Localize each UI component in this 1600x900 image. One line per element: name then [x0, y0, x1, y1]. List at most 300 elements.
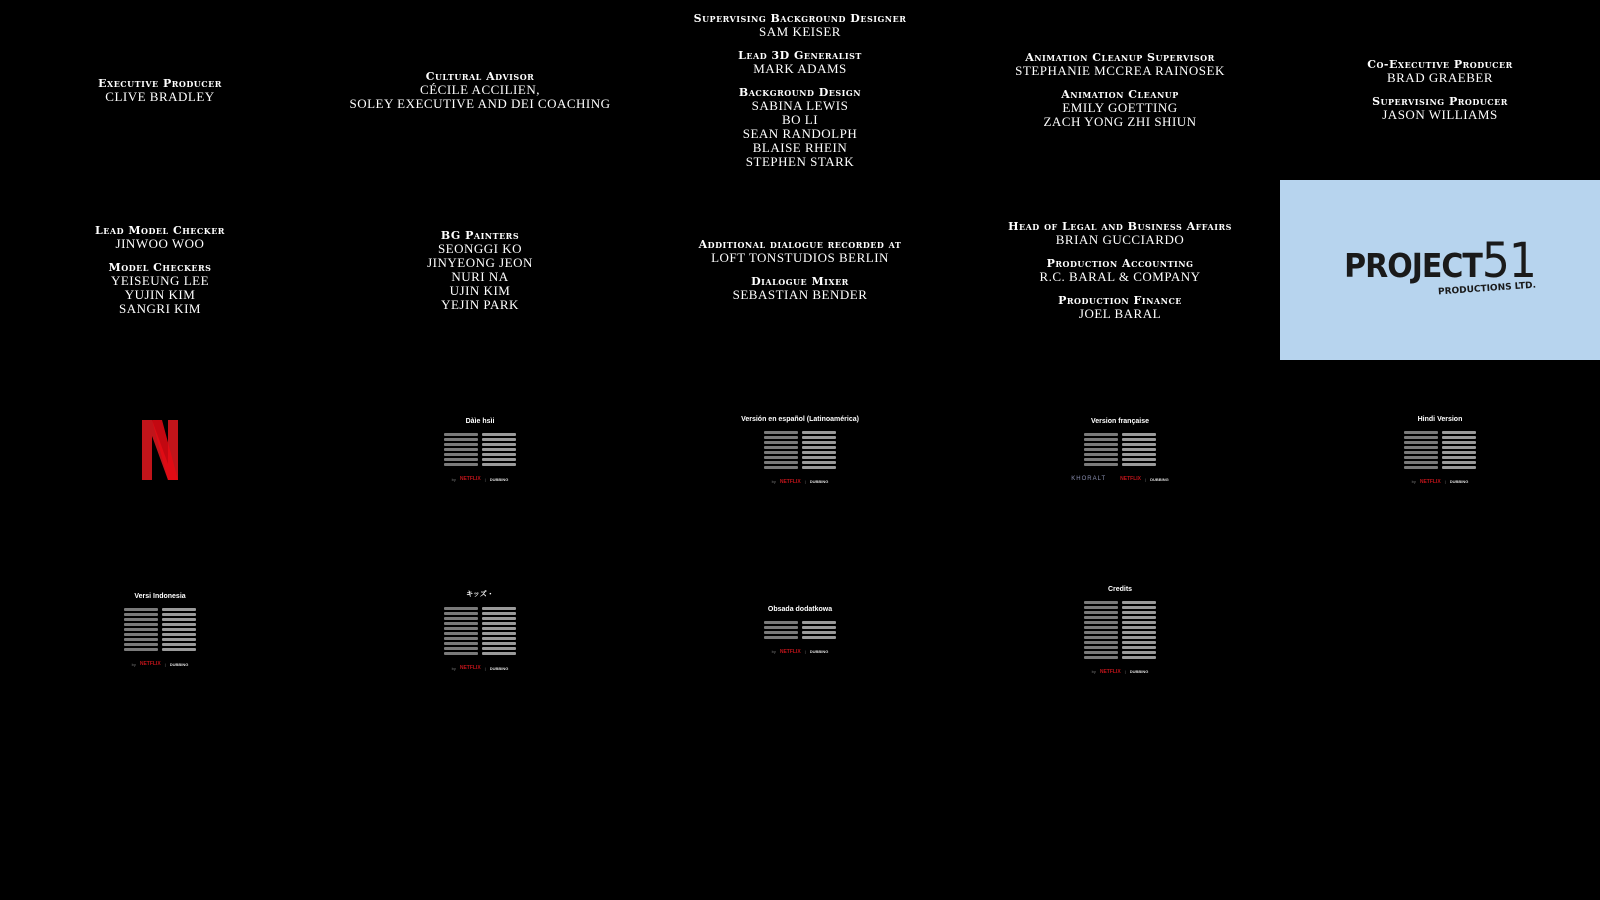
credit-role: Animation Cleanup [1061, 88, 1179, 101]
dubbing-row-role-placeholder [1084, 463, 1118, 466]
credit-role: Lead 3D Generalist [738, 48, 862, 62]
dubbing-card-row [1084, 646, 1156, 649]
dubbing-row-name-placeholder [482, 433, 516, 436]
dubbing-row-role-placeholder [764, 441, 798, 444]
dubbing-row-role-placeholder [444, 622, 478, 625]
dubbing-row-name-placeholder [1442, 446, 1476, 449]
dubbing-row-name-placeholder [1122, 433, 1156, 436]
dubbing-footer-brand: NETFLIX [1099, 668, 1121, 675]
dubbing-card-row [1084, 448, 1156, 451]
dubbing-card-row [444, 443, 516, 446]
dubbing-card-row [1404, 431, 1476, 434]
credit-tile-co-executive-producer [1280, 0, 1600, 180]
dubbing-row-role-placeholder [1084, 453, 1118, 456]
credit-tile-background-design [640, 0, 960, 180]
credit-name: SAM KEISER [759, 23, 841, 39]
dubbing-row-name-placeholder [802, 626, 836, 629]
dubbing-card-row [764, 621, 836, 624]
dubbing-row-name-placeholder [482, 453, 516, 456]
dubbing-row-role-placeholder [764, 451, 798, 454]
dubbing-row-role-placeholder [444, 448, 478, 451]
credit-name: MARK ADAMS [753, 60, 847, 76]
dubbing-row-role-placeholder [444, 617, 478, 620]
dubbing-card-row [124, 643, 196, 646]
project51-logo-number: 51 [1481, 232, 1536, 289]
dubbing-card-row [1404, 461, 1476, 464]
dubbing-row-role-placeholder [1084, 448, 1118, 451]
dubbing-row-name-placeholder [482, 463, 516, 466]
dubbing-row-role-placeholder [764, 621, 798, 624]
dubbing-row-role-placeholder [444, 607, 478, 610]
dubbing-row-name-placeholder [482, 652, 516, 655]
credit-role: Model Checkers [108, 261, 212, 274]
project51-logo-subtitle: PRODUCTIONS LTD. [1437, 280, 1537, 297]
dubbing-card-row [444, 463, 516, 466]
dubbing-card-row [1084, 641, 1156, 644]
dubbing-row-name-placeholder [482, 443, 516, 446]
dubbing-row-name-placeholder [1122, 443, 1156, 446]
dubbing-card-title: Versi Indonesia [134, 593, 186, 600]
dubbing-row-role-placeholder [1084, 601, 1118, 604]
dubbing-row-name-placeholder [1122, 606, 1156, 609]
dubbing-row-role-placeholder [764, 631, 798, 634]
dubbing-row-name-placeholder [162, 633, 196, 636]
dubbing-card-row [444, 612, 516, 615]
dubbing-row-role-placeholder [1084, 656, 1118, 659]
dubbing-row-name-placeholder [482, 438, 516, 441]
dubbing-card-rows [444, 433, 516, 466]
credit-name: UJIN KIM [449, 282, 511, 298]
dubbing-row-role-placeholder [1084, 636, 1118, 639]
dubbing-row-name-placeholder [802, 431, 836, 434]
dubbing-row-role-placeholder [1084, 641, 1118, 644]
dubbing-row-role-placeholder [1404, 461, 1438, 464]
credit-name: YUJIN KIM [124, 287, 196, 302]
dubbing-row-role-placeholder [124, 613, 158, 616]
credit-tile-cultural-advisor [320, 0, 640, 180]
dubbing-row-role-placeholder [1404, 451, 1438, 454]
dubbing-footer-separator: | [804, 649, 806, 654]
dubbing-card-rows [1084, 601, 1156, 659]
dubbing-row-name-placeholder [1122, 651, 1156, 654]
dubbing-row-name-placeholder [802, 456, 836, 459]
dubbing-card [960, 360, 1280, 540]
dubbing-row-name-placeholder [162, 613, 196, 616]
dubbing-card [320, 540, 640, 720]
dubbing-row-name-placeholder [1122, 616, 1156, 619]
dubbing-card-row [444, 632, 516, 635]
credit-name: SEAN RANDOLPH [742, 125, 858, 141]
dubbing-row-role-placeholder [1404, 431, 1438, 434]
dubbing-card-row [124, 633, 196, 636]
dubbing-row-name-placeholder [162, 628, 196, 631]
dubbing-row-role-placeholder [764, 626, 798, 629]
dubbing-row-name-placeholder [482, 647, 516, 650]
credit-name: CÉCILE ACCILIEN, [420, 81, 540, 97]
dubbing-row-name-placeholder [1442, 466, 1476, 469]
credit-name: EMILY GOETTING [1062, 100, 1178, 115]
dubbing-card-row [444, 627, 516, 630]
dubbing-row-name-placeholder [1122, 448, 1156, 451]
dubbing-card-row [444, 433, 516, 436]
dubbing-row-name-placeholder [1442, 451, 1476, 454]
dubbing-card-footer [132, 661, 189, 667]
dubbing-card-row [124, 618, 196, 621]
dubbing-card-title: Versión en español (Latinoamérica) [741, 415, 859, 423]
dubbing-row-role-placeholder [764, 431, 798, 434]
dubbing-row-role-placeholder [1404, 436, 1438, 439]
dubbing-card-row [1084, 463, 1156, 466]
credit-name: SABINA LEWIS [751, 97, 849, 113]
dubbing-card-row [1084, 636, 1156, 639]
credit-role: Lead Model Checker [95, 224, 225, 237]
dubbing-row-role-placeholder [124, 633, 158, 636]
dubbing-footer-brand: NETFLIX [779, 648, 801, 655]
dubbing-row-name-placeholder [802, 631, 836, 634]
dubbing-card-row [444, 453, 516, 456]
dubbing-card-row [444, 637, 516, 640]
credit-group [98, 77, 222, 104]
credit-name: BRIAN GUCCIARDO [1055, 231, 1185, 247]
dubbing-card-row [1404, 441, 1476, 444]
dubbing-card-footer [1412, 479, 1469, 485]
dubbing-row-role-placeholder [444, 652, 478, 655]
dubbing-row-role-placeholder [1404, 441, 1438, 444]
dubbing-row-name-placeholder [1122, 626, 1156, 629]
credit-name: JOEL BARAL [1078, 305, 1162, 321]
credit-name: STEPHEN STARK [745, 153, 855, 169]
netflix-logo-tile [0, 360, 320, 540]
dubbing-card-row [764, 631, 836, 634]
dubbing-row-name-placeholder [1122, 458, 1156, 461]
dubbing-row-role-placeholder [1084, 616, 1118, 619]
dubbing-card-row [764, 456, 836, 459]
dubbing-row-name-placeholder [482, 607, 516, 610]
dubbing-row-role-placeholder [444, 453, 478, 456]
dubbing-card-row [1084, 458, 1156, 461]
dubbing-row-name-placeholder [482, 612, 516, 615]
dubbing-row-role-placeholder [124, 623, 158, 626]
dubbing-footer-separator: | [1145, 476, 1147, 482]
dubbing-row-role-placeholder [444, 632, 478, 635]
dubbing-card-row [1084, 453, 1156, 456]
dubbing-row-role-placeholder [764, 456, 798, 459]
dubbing-row-name-placeholder [1122, 621, 1156, 624]
dubbing-card-row [1404, 436, 1476, 439]
credit-role: Production Accounting [1046, 256, 1194, 270]
dubbing-row-role-placeholder [444, 647, 478, 650]
dubbing-card-row [764, 446, 836, 449]
dubbing-card-footer [452, 665, 509, 671]
dubbing-row-name-placeholder [802, 636, 836, 639]
dubbing-footer-separator: | [1124, 669, 1126, 674]
dubbing-row-name-placeholder [802, 621, 836, 624]
dubbing-row-name-placeholder [162, 638, 196, 641]
dubbing-card-rows [764, 621, 836, 639]
credit-role: Cultural Advisor [425, 69, 535, 83]
dubbing-row-name-placeholder [1122, 656, 1156, 659]
dubbing-row-name-placeholder [1122, 611, 1156, 614]
dubbing-row-name-placeholder [482, 448, 516, 451]
credit-role: Supervising Producer [1372, 95, 1508, 108]
credit-role: Background Design [738, 85, 862, 99]
dubbing-row-role-placeholder [444, 642, 478, 645]
dubbing-row-name-placeholder [1122, 646, 1156, 649]
credit-group [1372, 95, 1508, 122]
dubbing-card-row [1084, 611, 1156, 614]
dubbing-row-name-placeholder [1122, 438, 1156, 441]
dubbing-row-role-placeholder [1084, 651, 1118, 654]
dubbing-row-name-placeholder [1442, 441, 1476, 444]
dubbing-row-name-placeholder [802, 451, 836, 454]
dubbing-card-row [764, 636, 836, 639]
dubbing-card-row [1084, 438, 1156, 441]
dubbing-card-row [1404, 466, 1476, 469]
credit-role: Supervising Background Designer [693, 11, 907, 25]
dubbing-card-title: Obsada dodatkowa [767, 605, 833, 613]
dubbing-row-name-placeholder [1442, 461, 1476, 464]
netflix-n-logo-icon [140, 418, 180, 482]
dubbing-row-name-placeholder [162, 618, 196, 621]
dubbing-row-role-placeholder [1404, 446, 1438, 449]
dubbing-card-row [764, 436, 836, 439]
dubbing-row-role-placeholder [1084, 443, 1118, 446]
credit-name: LOFT TONSTUDIOS BERLIN [711, 250, 889, 265]
credit-group [427, 229, 533, 312]
dubbing-card-footer [1092, 669, 1149, 675]
dubbing-row-role-placeholder [124, 638, 158, 641]
dubbing-row-name-placeholder [1122, 453, 1156, 456]
dubbing-card-title: キッズ・ [466, 591, 494, 598]
dubbing-card [320, 360, 640, 540]
dubbing-row-name-placeholder [1442, 431, 1476, 434]
dubbing-card [640, 540, 960, 720]
dubbing-card-footer [772, 479, 829, 485]
dubbing-card-rows [444, 607, 516, 655]
credit-group [738, 49, 862, 76]
dubbing-row-name-placeholder [482, 637, 516, 640]
credit-group [1043, 88, 1196, 129]
dubbing-card-row [1404, 451, 1476, 454]
credit-role: Head of Legal and Business Affairs [1008, 219, 1232, 233]
dubbing-card [1280, 360, 1600, 540]
dubbing-footer-by: by [451, 665, 456, 671]
dubbing-card-title: Version française [1091, 418, 1149, 425]
dubbing-footer-by: by [771, 649, 776, 654]
dubbing-card-footer [1071, 476, 1168, 482]
dubbing-row-name-placeholder [1122, 636, 1156, 639]
dubbing-card-row [124, 623, 196, 626]
dubbing-footer-label: DUBBING [489, 476, 509, 482]
dubbing-row-name-placeholder [802, 436, 836, 439]
dubbing-row-name-placeholder [482, 642, 516, 645]
project51-logo-word: PROJECT [1344, 246, 1482, 286]
credit-role: Additional dialogue recorded at [698, 238, 902, 251]
dubbing-row-role-placeholder [444, 458, 478, 461]
dubbing-card-row [1084, 626, 1156, 629]
dubbing-row-name-placeholder [482, 632, 516, 635]
dubbing-row-name-placeholder [1122, 641, 1156, 644]
dubbing-card-row [1084, 616, 1156, 619]
dubbing-footer-brand: NETFLIX [779, 478, 801, 485]
dubbing-footer-label: DUBBING [489, 665, 509, 671]
dubbing-card-row [444, 458, 516, 461]
dubbing-row-name-placeholder [802, 446, 836, 449]
dubbing-card-title: Credits [1107, 585, 1133, 593]
credit-role: Co-Executive Producer [1367, 58, 1513, 71]
credit-name: R.C. BARAL & COMPANY [1039, 268, 1201, 284]
credit-group [1058, 294, 1182, 321]
dubbing-card-row [124, 628, 196, 631]
credit-tile-animation-cleanup [960, 0, 1280, 180]
credit-name: SEBASTIAN BENDER [732, 287, 868, 302]
dubbing-footer-by: by [1411, 479, 1416, 484]
dubbing-row-role-placeholder [1084, 433, 1118, 436]
dubbing-card-row [764, 466, 836, 469]
dubbing-row-role-placeholder [1084, 611, 1118, 614]
credit-role: Production Finance [1058, 293, 1182, 307]
credit-group [1015, 51, 1225, 78]
dubbing-footer-brand: NETFLIX [139, 661, 161, 667]
dubbing-row-name-placeholder [482, 622, 516, 625]
dubbing-row-role-placeholder [1084, 621, 1118, 624]
dubbing-footer-separator: | [804, 479, 806, 484]
dubbing-row-role-placeholder [444, 612, 478, 615]
dubbing-row-name-placeholder [162, 608, 196, 611]
dubbing-footer-label: DUBBING [1449, 479, 1469, 484]
dubbing-row-role-placeholder [1084, 631, 1118, 634]
credit-group [109, 261, 212, 316]
dubbing-row-name-placeholder [482, 458, 516, 461]
dubbing-row-role-placeholder [1084, 626, 1118, 629]
dubbing-card-row [444, 622, 516, 625]
credit-name: JASON WILLIAMS [1382, 107, 1498, 122]
credit-group [1039, 257, 1200, 284]
dubbing-card-title: Hindi Version [1417, 415, 1463, 423]
credit-name: CLIVE BRADLEY [105, 88, 215, 104]
dubbing-row-role-placeholder [1404, 466, 1438, 469]
dubbing-card-row [1084, 621, 1156, 624]
dubbing-card-row [1084, 433, 1156, 436]
dubbing-card-row [124, 613, 196, 616]
dubbing-card-row [764, 451, 836, 454]
project51-logo [1344, 232, 1537, 297]
credit-group [1008, 220, 1232, 247]
credit-tile-model-checkers [0, 180, 320, 360]
dubbing-row-name-placeholder [162, 643, 196, 646]
credit-name: SEONGGI KO [437, 240, 523, 256]
credit-tile-bg-painters [320, 180, 640, 360]
dubbing-row-name-placeholder [1442, 456, 1476, 459]
credit-tile-executive-producer [0, 0, 320, 180]
dubbing-card-footer [452, 476, 509, 482]
dubbing-card-row [444, 642, 516, 645]
dubbing-card-row [764, 431, 836, 434]
dubbing-footer-separator: | [484, 665, 486, 671]
dubbing-row-role-placeholder [124, 643, 158, 646]
credit-group [95, 224, 225, 251]
dubbing-card-rows [764, 431, 836, 469]
project51-logo-tile [1280, 180, 1600, 360]
credit-role: BG Painters [440, 228, 520, 242]
dubbing-card [0, 540, 320, 720]
dubbing-card-row [444, 617, 516, 620]
dubbing-card-row [764, 461, 836, 464]
dubbing-row-role-placeholder [1084, 646, 1118, 649]
dubbing-row-name-placeholder [1442, 436, 1476, 439]
credit-group [739, 86, 861, 169]
credit-group [699, 238, 902, 265]
dubbing-card-row [1084, 651, 1156, 654]
credit-role: Animation Cleanup Supervisor [1025, 51, 1215, 64]
dubbing-card-row [1084, 631, 1156, 634]
dubbing-card-row [124, 608, 196, 611]
dubbing-row-role-placeholder [444, 438, 478, 441]
dubbing-row-name-placeholder [162, 648, 196, 651]
dubbing-footer-label: DUBBING [809, 479, 829, 484]
dubbing-card-row [444, 438, 516, 441]
dubbing-row-role-placeholder [444, 463, 478, 466]
dubbing-row-role-placeholder [764, 466, 798, 469]
dubbing-card-row [1404, 446, 1476, 449]
dubbing-card [960, 540, 1280, 720]
dubbing-card-row [444, 448, 516, 451]
dubbing-card [640, 360, 960, 540]
credit-name: BO LI [781, 111, 819, 127]
dubbing-row-name-placeholder [482, 617, 516, 620]
dubbing-card-footer [772, 649, 829, 655]
credit-name: SANGRI KIM [119, 301, 201, 316]
dubbing-footer-brand: NETFLIX [1120, 476, 1142, 482]
credit-tile-legal-finance [960, 180, 1280, 360]
dubbing-card-row [764, 626, 836, 629]
dubbing-card-title: Dàìe hsìi [465, 418, 495, 425]
credit-name: SOLEY EXECUTIVE AND DEI COACHING [349, 95, 611, 111]
dubbing-footer-label: DUBBING [1150, 476, 1169, 482]
dubbing-row-role-placeholder [764, 461, 798, 464]
dubbing-row-name-placeholder [802, 441, 836, 444]
credit-name: BLAISE RHEIN [752, 139, 848, 155]
dubbing-row-name-placeholder [802, 461, 836, 464]
credit-name: STEPHANIE MCCREA RAINOSEK [1015, 63, 1225, 78]
dubbing-row-name-placeholder [1122, 601, 1156, 604]
dubbing-row-role-placeholder [1084, 458, 1118, 461]
credit-role: Dialogue Mixer [751, 275, 849, 288]
credit-name: ZACH YONG ZHI SHIUN [1043, 114, 1197, 129]
dubbing-row-role-placeholder [764, 436, 798, 439]
dubbing-card-rows [1404, 431, 1476, 469]
dubbing-card-row [124, 648, 196, 651]
dubbing-footer-by: by [771, 479, 776, 484]
credit-name: BRAD GRAEBER [1386, 70, 1494, 85]
credit-group [1367, 58, 1513, 85]
dubbing-row-role-placeholder [444, 637, 478, 640]
credit-name: JINYEONG JEON [427, 254, 533, 270]
dubbing-footer-separator: | [1444, 479, 1446, 484]
dubbing-card-row [764, 441, 836, 444]
dubbing-row-role-placeholder [764, 636, 798, 639]
dubbing-card-row [1084, 606, 1156, 609]
credit-name: NURI NA [451, 268, 509, 284]
dubbing-row-role-placeholder [444, 627, 478, 630]
dubbing-row-role-placeholder [124, 618, 158, 621]
dubbing-footer-by: by [131, 661, 136, 667]
credit-group [733, 275, 868, 302]
dubbing-card-row [1084, 443, 1156, 446]
dubbing-footer-label: DUBBING [809, 649, 829, 654]
credit-role: Executive Producer [98, 76, 222, 90]
dubbing-footer-by: by [451, 476, 456, 482]
